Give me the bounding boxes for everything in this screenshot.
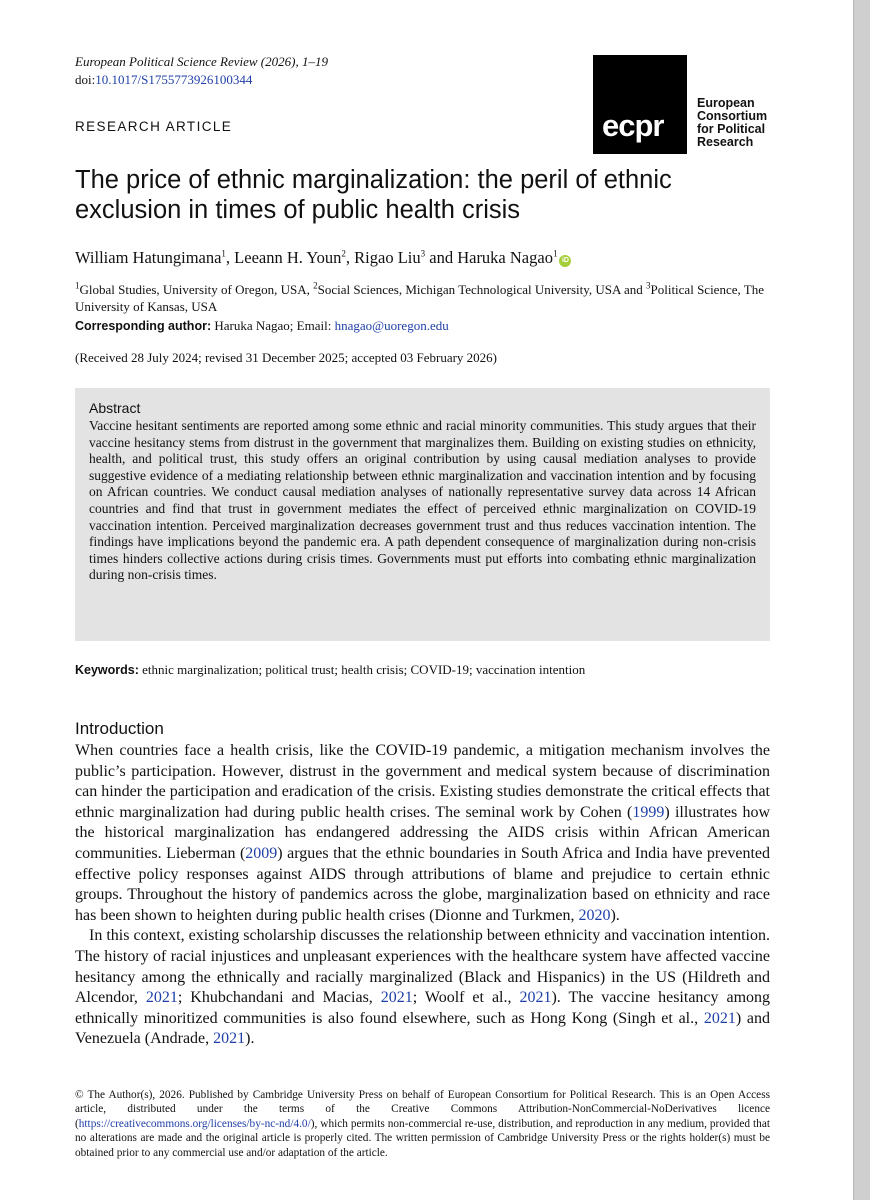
citation-link[interactable]: 2021 — [703, 1009, 736, 1027]
author-name[interactable]: Haruka Nagao — [457, 248, 553, 267]
orcid-icon[interactable]: iD — [559, 255, 571, 267]
abstract-box — [75, 388, 770, 641]
logo-org-line: European — [697, 96, 755, 110]
author-affiliation-mark: 1 — [552, 248, 558, 259]
affiliation-text: Political Science, The University of Kansas, USA — [75, 282, 764, 314]
introduction-body — [75, 741, 770, 1050]
license-text: ), which permits non-commercial re-use, distribution, and reproduction in any medium, provided that no alterations are made and the original article is properly cited. The written permission of Cambridge University Press or the rights holder(s) must be obtained prior to any commercial use and/or adaptation of the article. — [75, 1117, 770, 1159]
author-separator: , — [345, 248, 355, 267]
body-text: ; Khubchandani and Macias, — [177, 989, 381, 1007]
logo-mark: ecpr — [602, 108, 664, 143]
author-name[interactable]: Leeann H. Youn — [234, 248, 342, 267]
journal-issue: (2026), 1–19 — [260, 54, 328, 69]
doi-label: doi: — [75, 72, 96, 87]
window-scrollbar[interactable] — [853, 0, 870, 1200]
article-title — [75, 165, 775, 225]
doi-link[interactable]: 10.1017/S1755773926100344 — [95, 72, 253, 87]
body-text: ) and Venezuela (Andrade, — [75, 1009, 770, 1048]
body-text: ) argues that the ethnic boundaries in South Africa and India have prevented effective policy responses against AIDS through attributions of blame and prejudice to certain ethnic groups. Throughout the history of pandemics across the globe, marginalization based on ethnicity and race has been shown to heighten during public health crises (Dionne and Turkmen, — [75, 844, 771, 924]
license-link[interactable]: https://creativecommons.org/licenses/by-nc-nd/4.0/ — [78, 1117, 311, 1130]
keywords — [75, 661, 585, 679]
citation-link[interactable]: 2021 — [213, 1030, 246, 1048]
ecpr-logo — [593, 55, 687, 154]
body-text: ). The vaccine hesitancy among ethnically minoritized communities is also found elsewhere, such as Hong Kong (Singh et al., — [75, 989, 771, 1027]
journal-name: European Political Science Review — [75, 54, 258, 69]
body-text: ). — [245, 1030, 255, 1048]
title-line: exclusion in times of public health crisis — [75, 196, 521, 224]
citation-link[interactable]: 2021 — [519, 989, 552, 1007]
keywords-label: Keywords: — [75, 663, 139, 677]
doi-line — [75, 71, 252, 88]
author-separator: , — [225, 248, 235, 267]
logo-org-line: Consortium — [697, 109, 768, 123]
abstract-heading: Abstract — [89, 400, 141, 416]
body-text: ) illustrates how the historical marginalization has endangered addressing the AIDS crisis within African American communities. Lieberman ( — [75, 803, 771, 862]
citation-link[interactable]: 1999 — [632, 803, 665, 821]
citation-link[interactable]: 2020 — [578, 906, 611, 924]
author-affiliation-mark: 3 — [420, 248, 426, 259]
keywords-text: ethnic marginalization; political trust; health crisis; COVID-19; vaccination intention — [138, 662, 586, 677]
body-paragraph — [75, 926, 770, 1050]
author-affiliation-mark: 2 — [341, 248, 346, 259]
article-type: RESEARCH ARTICLE — [75, 119, 233, 134]
journal-citation — [75, 53, 328, 70]
author-affiliation-mark: 1 — [221, 248, 226, 259]
logo-org-line: Research — [697, 135, 754, 149]
corresponding-label: Corresponding author: — [75, 319, 212, 333]
title-line: The price of ethnic marginalization: the peril of ethnic — [75, 166, 672, 194]
author-separator: and — [425, 248, 458, 267]
affiliation-mark: 3 — [645, 280, 651, 291]
section-heading-introduction: Introduction — [75, 719, 164, 738]
citation-link[interactable]: 2021 — [145, 989, 178, 1007]
body-text: When countries face a health crisis, like the COVID-19 pandemic, a mitigation mechanism involves the public’s participation. However, distrust in the government and medical system because of discrimination can hinder the participation and eradication of the crisis. Existing studies demonstrate the critical effects that ethnic marginalization had during public health crises. The seminal work by Cohen ( — [75, 742, 770, 821]
logo-organization — [697, 97, 817, 149]
license-text: © The Author(s), 2026. Published by Cambridge University Press on behalf of European Consortium for Political Research. This is an Open Access article, distributed under the terms of the Creative Commons Attribution-NonCommercial-NoDerivatives licence ( — [75, 1089, 770, 1130]
affiliation-mark: 1 — [75, 280, 80, 291]
author-name[interactable]: William Hatungimana — [75, 248, 222, 267]
body-paragraph — [75, 741, 770, 926]
received-dates: (Received 28 July 2024; revised 31 December 2025; accepted 03 February 2026) — [75, 350, 498, 365]
body-text: In this context, existing scholarship discusses the relationship between ethnicity and vaccination intention. The history of racial injustices and unpleasant experiences with the healthcare system have affected vaccine hesitancy among the ethnically and racially marginalized (Black and Hispanics) in the US (Hildreth and Alcendor, — [75, 927, 770, 1007]
license-footer — [75, 1088, 770, 1160]
affiliation-text: Global Studies, University of Oregon, USA, — [79, 282, 314, 297]
author-name[interactable]: Rigao Liu — [354, 248, 421, 267]
email-link[interactable]: hnagao@uoregon.edu — [334, 318, 449, 333]
author-list — [75, 248, 571, 268]
affiliation-text: Social Sciences, Michigan Technological University, USA and — [317, 282, 646, 297]
affiliations — [75, 281, 775, 315]
citation-link[interactable]: 2009 — [245, 844, 278, 862]
citation-link[interactable]: 2021 — [380, 989, 413, 1007]
corresponding-author — [75, 317, 449, 335]
body-text: ). — [610, 906, 620, 924]
corresponding-text: Haruka Nagao; Email: — [211, 318, 335, 333]
affiliation-mark: 2 — [313, 280, 318, 291]
logo-org-line: for Political — [697, 122, 766, 136]
abstract-text: Vaccine hesitant sentiments are reported among some ethnic and racial minority communities. This study argues that their vaccine hesitancy stems from distrust in the government that marginalizes them. Building on existing studies on ethnicity, health, and political trust, this study offers an original contribution by using causal mediation analyses to provide suggestive evidence of a mediating relationship between ethnic marginalization and vaccination intention and by focusing on African countries. We conduct causal mediation analyses of nationally representative survey data across 14 African countries and find that trust in government mediates the effect of perceived ethnic marginalization on COVID-19 vaccination intention. Perceived marginalization decreases government trust and thus reduces vaccination intention. The findings have implications beyond the pandemic era. A path dependent consequence of marginalization during non-crisis times hinders collective actions during crisis times. Governments must put efforts into combating ethnic marginalization during non-crisis times. — [89, 418, 756, 583]
body-text: ; Woolf et al., — [412, 989, 520, 1007]
